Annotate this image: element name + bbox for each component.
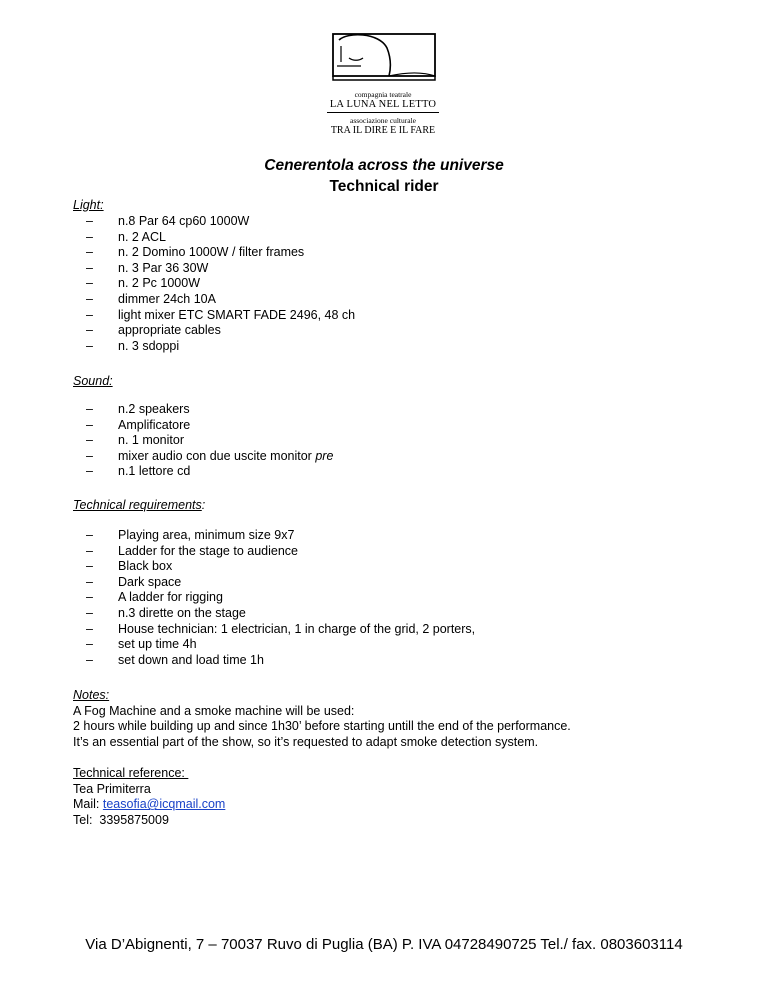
page-footer: Via D’Abignenti, 7 – 70037 Ruvo di Puglia (BA) P. IVA 04728490725 Tel./ fax. 0803603114 bbox=[85, 936, 683, 953]
notes-line: A Fog Machine and a smoke machine will be used: bbox=[73, 703, 355, 718]
dash-bullet: – bbox=[86, 307, 93, 322]
list-item-text: Playing area, minimum size 9x7 bbox=[118, 528, 295, 542]
technical-heading bbox=[73, 498, 205, 512]
list-item bbox=[73, 559, 475, 575]
list-item bbox=[73, 339, 355, 355]
list-item-text: n. 3 Par 36 30W bbox=[118, 260, 209, 275]
list-item bbox=[73, 622, 475, 638]
list-item bbox=[73, 214, 355, 230]
dash-bullet: – bbox=[86, 323, 93, 338]
list-item-text: light mixer ETC SMART FADE 2496, 48 ch bbox=[118, 307, 356, 322]
bed-moon-logo-icon bbox=[327, 28, 439, 86]
dash-bullet: – bbox=[86, 260, 93, 275]
dash-bullet: – bbox=[86, 276, 93, 291]
dash-bullet: – bbox=[86, 652, 93, 667]
dash-bullet: – bbox=[86, 574, 93, 589]
dash-bullet: – bbox=[86, 528, 93, 542]
dash-bullet: – bbox=[86, 402, 93, 416]
list-item bbox=[73, 606, 475, 622]
list-item-text: Amplificatore bbox=[118, 417, 191, 432]
reference-tel: Tel: 3395875009 bbox=[73, 812, 169, 827]
email-link[interactable]: teasofia@icqmail.com bbox=[102, 797, 226, 812]
dash-bullet: – bbox=[86, 338, 93, 353]
sound-list bbox=[73, 402, 333, 480]
list-item-text: Dark space bbox=[118, 574, 182, 589]
dash-bullet: – bbox=[86, 543, 93, 558]
technical-heading-text: Technical requirements bbox=[73, 498, 202, 512]
notes-line: It’s an essential part of the show, so it’s requested to adapt smoke detection system. bbox=[73, 734, 539, 749]
reference-mail-row bbox=[73, 797, 225, 813]
document-title: Cenerentola across the universe bbox=[264, 157, 504, 174]
dash-bullet: – bbox=[86, 605, 93, 620]
reference-name: Tea Primiterra bbox=[73, 781, 151, 796]
logo-line-company: compagnia teatrale bbox=[354, 90, 412, 99]
list-item bbox=[73, 590, 475, 606]
dash-bullet: – bbox=[86, 621, 93, 636]
list-item-text: dimmer 24ch 10A bbox=[118, 291, 216, 306]
logo-line-association: associazione culturale bbox=[349, 116, 416, 125]
sound-heading: Sound: bbox=[73, 374, 113, 388]
list-item-text: House technician: 1 electrician, 1 in charge of the grid, 2 porters, bbox=[118, 621, 476, 636]
list-item-text: n. 1 monitor bbox=[118, 433, 185, 448]
dash-bullet: – bbox=[86, 448, 93, 463]
list-item bbox=[73, 418, 333, 434]
list-item bbox=[73, 464, 333, 480]
list-item bbox=[73, 308, 355, 324]
dash-bullet: – bbox=[86, 291, 93, 306]
reference-heading: Technical reference: bbox=[73, 766, 189, 780]
list-item bbox=[73, 575, 475, 591]
light-heading: Light: bbox=[73, 198, 104, 212]
list-item-text: set down and load time 1h bbox=[118, 652, 264, 667]
mail-label: Mail: bbox=[73, 797, 103, 812]
logo-line-name: LA LUNA NEL LETTO bbox=[329, 99, 437, 110]
list-item bbox=[73, 276, 355, 292]
list-item bbox=[73, 449, 333, 465]
list-item-text: Ladder for the stage to audience bbox=[118, 543, 298, 558]
dash-bullet: – bbox=[86, 245, 93, 260]
notes-heading: Notes: bbox=[73, 688, 110, 702]
notes-section bbox=[73, 688, 571, 750]
list-item bbox=[73, 653, 475, 669]
technical-list bbox=[73, 528, 475, 668]
list-item-text: n.3 dirette on the stage bbox=[118, 605, 246, 620]
dash-bullet: – bbox=[86, 559, 93, 574]
dash-bullet: – bbox=[86, 433, 93, 448]
reference-section bbox=[73, 766, 225, 828]
list-item-text: set up time 4h bbox=[118, 637, 197, 652]
dash-bullet: – bbox=[86, 417, 93, 432]
list-item bbox=[73, 292, 355, 308]
list-item bbox=[73, 433, 333, 449]
list-item-text: A ladder for rigging bbox=[118, 590, 223, 605]
logo-line-association-name: TRA IL DIRE E IL FARE bbox=[330, 125, 436, 136]
list-item bbox=[73, 528, 475, 544]
logo-divider bbox=[327, 112, 439, 113]
list-item-text: n. 3 sdoppi bbox=[118, 338, 180, 353]
list-item bbox=[73, 323, 355, 339]
list-item-text: n. 2 Domino 1000W / filter frames bbox=[118, 245, 305, 260]
list-item bbox=[73, 245, 355, 261]
technical-heading-colon: : bbox=[201, 498, 206, 512]
dash-bullet: – bbox=[86, 637, 93, 652]
dash-bullet: – bbox=[86, 214, 93, 228]
list-item bbox=[73, 544, 475, 560]
list-item-text: n. 2 Pc 1000W bbox=[118, 276, 200, 291]
list-item-text: n. 2 ACL bbox=[118, 229, 166, 244]
dash-bullet: – bbox=[86, 229, 93, 244]
list-item bbox=[73, 402, 333, 418]
list-item-text: n.8 Par 64 cp60 1000W bbox=[118, 214, 250, 228]
list-item-text: n.2 speakers bbox=[118, 402, 190, 416]
list-item-text: n.1 lettore cd bbox=[118, 464, 191, 479]
list-item-italic-suffix: pre bbox=[315, 448, 334, 463]
dash-bullet: – bbox=[86, 590, 93, 605]
list-item-text: appropriate cables bbox=[118, 323, 221, 338]
list-item bbox=[73, 261, 355, 277]
list-item bbox=[73, 230, 355, 246]
dash-bullet: – bbox=[86, 464, 93, 479]
list-item-text: mixer audio con due uscite monitor bbox=[118, 448, 312, 463]
company-logo bbox=[318, 28, 448, 136]
list-item-text: Black box bbox=[118, 559, 173, 574]
document-subtitle: Technical rider bbox=[329, 178, 439, 195]
list-item bbox=[73, 637, 475, 653]
notes-line: 2 hours while building up and since 1h30’ before starting untill the end of the performance. bbox=[73, 719, 571, 734]
light-list bbox=[73, 214, 355, 354]
